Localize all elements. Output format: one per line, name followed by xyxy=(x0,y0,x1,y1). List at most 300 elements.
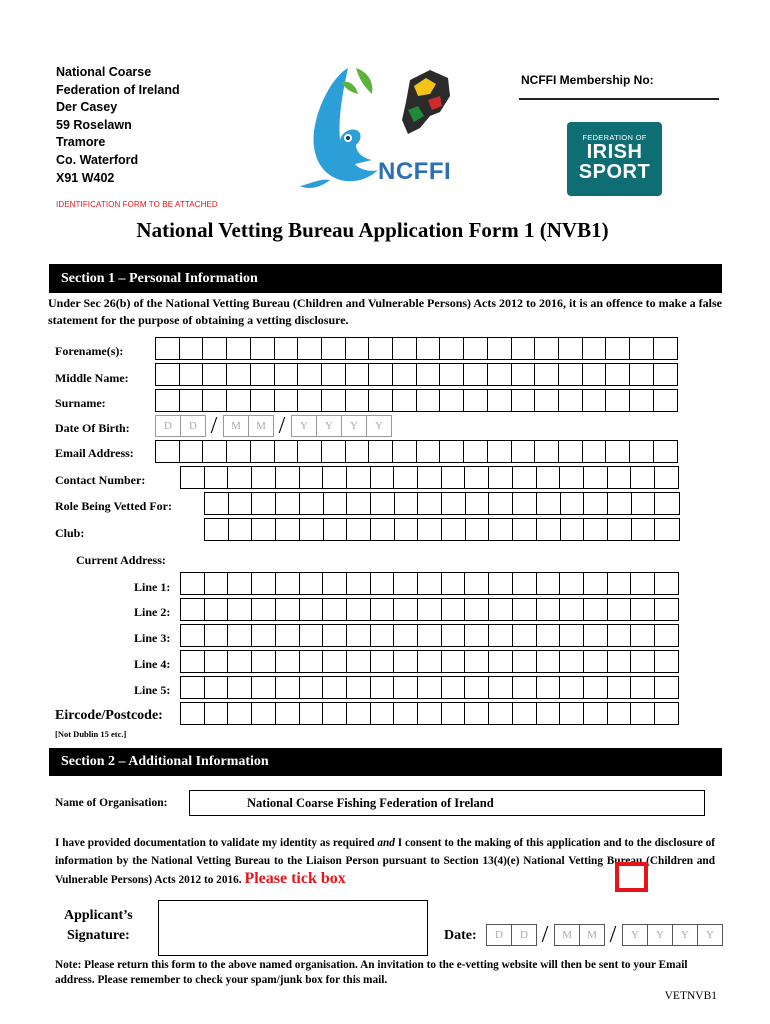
character-box[interactable] xyxy=(322,702,347,725)
character-box[interactable] xyxy=(630,466,655,489)
character-box[interactable] xyxy=(368,389,393,412)
character-box[interactable] xyxy=(607,650,632,673)
character-box[interactable] xyxy=(417,572,442,595)
character-box[interactable] xyxy=(299,492,324,515)
character-box[interactable] xyxy=(536,492,561,515)
character-box[interactable] xyxy=(204,518,229,541)
character-box[interactable] xyxy=(559,624,584,647)
character-box[interactable] xyxy=(630,702,655,725)
character-box[interactable] xyxy=(583,518,608,541)
character-box[interactable] xyxy=(155,363,180,386)
character-box[interactable] xyxy=(204,650,229,673)
signature-date-boxes[interactable] xyxy=(486,924,722,946)
character-box[interactable] xyxy=(629,440,654,463)
character-box[interactable] xyxy=(583,466,608,489)
character-box[interactable] xyxy=(227,624,252,647)
character-box[interactable] xyxy=(202,337,227,360)
character-box[interactable] xyxy=(463,389,488,412)
character-box[interactable] xyxy=(630,676,655,699)
character-box[interactable] xyxy=(416,337,441,360)
character-box[interactable] xyxy=(534,337,559,360)
character-box[interactable] xyxy=(417,650,442,673)
character-box[interactable] xyxy=(630,598,655,621)
address-line-5-boxes[interactable] xyxy=(180,676,678,699)
character-box[interactable] xyxy=(653,440,678,463)
character-box[interactable] xyxy=(345,440,370,463)
club-boxes[interactable] xyxy=(204,518,678,541)
character-box[interactable] xyxy=(299,598,324,621)
character-box[interactable] xyxy=(370,624,395,647)
character-box[interactable] xyxy=(463,440,488,463)
character-box[interactable] xyxy=(512,598,537,621)
character-box[interactable] xyxy=(299,676,324,699)
dob-day-box[interactable]: D xyxy=(180,415,206,437)
character-box[interactable] xyxy=(463,363,488,386)
forename-boxes[interactable] xyxy=(155,337,676,360)
character-box[interactable] xyxy=(180,702,205,725)
character-box[interactable] xyxy=(275,518,300,541)
character-box[interactable] xyxy=(323,518,348,541)
character-box[interactable] xyxy=(370,650,395,673)
character-box[interactable] xyxy=(441,466,466,489)
character-box[interactable] xyxy=(559,466,584,489)
character-box[interactable] xyxy=(512,518,537,541)
date-year-box[interactable]: Y xyxy=(647,924,673,946)
character-box[interactable] xyxy=(297,363,322,386)
date-month-box[interactable]: M xyxy=(579,924,605,946)
character-box[interactable] xyxy=(346,466,371,489)
character-box[interactable] xyxy=(275,598,300,621)
character-box[interactable] xyxy=(630,624,655,647)
character-box[interactable] xyxy=(583,650,608,673)
character-box[interactable] xyxy=(204,572,229,595)
character-box[interactable] xyxy=(204,624,229,647)
character-box[interactable] xyxy=(274,389,299,412)
character-box[interactable] xyxy=(299,650,324,673)
character-box[interactable] xyxy=(346,702,371,725)
character-box[interactable] xyxy=(512,676,537,699)
character-box[interactable] xyxy=(511,363,536,386)
character-box[interactable] xyxy=(654,598,679,621)
character-box[interactable] xyxy=(439,363,464,386)
character-box[interactable] xyxy=(463,337,488,360)
dob-year-box[interactable]: Y xyxy=(291,415,317,437)
date-day-box[interactable]: D xyxy=(486,924,512,946)
character-box[interactable] xyxy=(275,702,300,725)
character-box[interactable] xyxy=(536,702,561,725)
character-box[interactable] xyxy=(605,389,630,412)
character-box[interactable] xyxy=(180,624,205,647)
character-box[interactable] xyxy=(275,676,300,699)
character-box[interactable] xyxy=(487,363,512,386)
character-box[interactable] xyxy=(392,337,417,360)
character-box[interactable] xyxy=(441,702,466,725)
character-box[interactable] xyxy=(322,572,347,595)
character-box[interactable] xyxy=(393,572,418,595)
character-box[interactable] xyxy=(534,363,559,386)
character-box[interactable] xyxy=(274,363,299,386)
character-box[interactable] xyxy=(204,702,229,725)
character-box[interactable] xyxy=(630,572,655,595)
character-box[interactable] xyxy=(536,624,561,647)
character-box[interactable] xyxy=(370,702,395,725)
character-box[interactable] xyxy=(202,440,227,463)
character-box[interactable] xyxy=(488,492,513,515)
character-box[interactable] xyxy=(488,624,513,647)
character-box[interactable] xyxy=(512,624,537,647)
character-box[interactable] xyxy=(512,492,537,515)
character-box[interactable] xyxy=(180,572,205,595)
character-box[interactable] xyxy=(464,676,489,699)
character-box[interactable] xyxy=(393,676,418,699)
character-box[interactable] xyxy=(605,363,630,386)
character-box[interactable] xyxy=(417,492,442,515)
character-box[interactable] xyxy=(299,702,324,725)
character-box[interactable] xyxy=(322,650,347,673)
character-box[interactable] xyxy=(155,389,180,412)
character-box[interactable] xyxy=(654,702,679,725)
character-box[interactable] xyxy=(441,572,466,595)
character-box[interactable] xyxy=(536,466,561,489)
character-box[interactable] xyxy=(321,389,346,412)
character-box[interactable] xyxy=(417,676,442,699)
character-box[interactable] xyxy=(631,518,656,541)
character-box[interactable] xyxy=(487,440,512,463)
character-box[interactable] xyxy=(654,572,679,595)
character-box[interactable] xyxy=(275,492,300,515)
character-box[interactable] xyxy=(607,676,632,699)
character-box[interactable] xyxy=(582,363,607,386)
character-box[interactable] xyxy=(370,492,395,515)
character-box[interactable] xyxy=(251,572,276,595)
character-box[interactable] xyxy=(582,337,607,360)
character-box[interactable] xyxy=(392,363,417,386)
dob-year-box[interactable]: Y xyxy=(341,415,367,437)
character-box[interactable] xyxy=(441,492,466,515)
character-box[interactable] xyxy=(654,676,679,699)
character-box[interactable] xyxy=(630,650,655,673)
character-box[interactable] xyxy=(345,389,370,412)
character-box[interactable] xyxy=(180,598,205,621)
character-box[interactable] xyxy=(536,518,561,541)
character-box[interactable] xyxy=(512,572,537,595)
character-box[interactable] xyxy=(417,624,442,647)
character-box[interactable] xyxy=(629,363,654,386)
dob-month-box[interactable]: M xyxy=(248,415,274,437)
character-box[interactable] xyxy=(370,466,395,489)
character-box[interactable] xyxy=(179,337,204,360)
character-box[interactable] xyxy=(227,598,252,621)
character-box[interactable] xyxy=(464,702,489,725)
character-box[interactable] xyxy=(368,337,393,360)
character-box[interactable] xyxy=(416,389,441,412)
character-box[interactable] xyxy=(512,702,537,725)
character-box[interactable] xyxy=(250,337,275,360)
character-box[interactable] xyxy=(607,492,632,515)
membership-number-line[interactable] xyxy=(519,98,719,100)
character-box[interactable] xyxy=(204,598,229,621)
character-box[interactable] xyxy=(227,702,252,725)
character-box[interactable] xyxy=(583,572,608,595)
eircode-boxes[interactable] xyxy=(180,702,678,725)
character-box[interactable] xyxy=(653,363,678,386)
character-box[interactable] xyxy=(439,440,464,463)
character-box[interactable] xyxy=(228,492,253,515)
character-box[interactable] xyxy=(346,624,371,647)
character-box[interactable] xyxy=(558,337,583,360)
character-box[interactable] xyxy=(464,572,489,595)
character-box[interactable] xyxy=(274,440,299,463)
character-box[interactable] xyxy=(488,598,513,621)
dob-year-box[interactable]: Y xyxy=(316,415,342,437)
character-box[interactable] xyxy=(583,702,608,725)
character-box[interactable] xyxy=(654,466,679,489)
character-box[interactable] xyxy=(534,389,559,412)
character-box[interactable] xyxy=(227,676,252,699)
character-box[interactable] xyxy=(394,492,419,515)
character-box[interactable] xyxy=(297,337,322,360)
character-box[interactable] xyxy=(368,363,393,386)
character-box[interactable] xyxy=(251,650,276,673)
organisation-name-field[interactable]: National Coarse Fishing Federation of Ireland xyxy=(189,790,705,816)
character-box[interactable] xyxy=(559,598,584,621)
character-box[interactable] xyxy=(370,518,395,541)
character-box[interactable] xyxy=(321,337,346,360)
character-box[interactable] xyxy=(322,676,347,699)
character-box[interactable] xyxy=(441,518,466,541)
character-box[interactable] xyxy=(346,572,371,595)
character-box[interactable] xyxy=(417,518,442,541)
character-box[interactable] xyxy=(653,389,678,412)
address-line-3-boxes[interactable] xyxy=(180,624,678,647)
character-box[interactable] xyxy=(654,518,679,541)
character-box[interactable] xyxy=(346,650,371,673)
character-box[interactable] xyxy=(560,492,585,515)
character-box[interactable] xyxy=(275,572,300,595)
middle-name-boxes[interactable] xyxy=(155,363,676,386)
character-box[interactable] xyxy=(512,650,537,673)
character-box[interactable] xyxy=(346,518,371,541)
character-box[interactable] xyxy=(297,440,322,463)
character-box[interactable] xyxy=(464,598,489,621)
dob-day-box[interactable]: D xyxy=(155,415,181,437)
character-box[interactable] xyxy=(536,676,561,699)
date-of-birth-boxes[interactable] xyxy=(155,415,391,437)
date-year-box[interactable]: Y xyxy=(697,924,723,946)
dob-month-box[interactable]: M xyxy=(223,415,249,437)
character-box[interactable] xyxy=(583,598,608,621)
character-box[interactable] xyxy=(488,518,513,541)
character-box[interactable] xyxy=(607,572,632,595)
character-box[interactable] xyxy=(297,389,322,412)
date-month-box[interactable]: M xyxy=(554,924,580,946)
character-box[interactable] xyxy=(155,337,180,360)
character-box[interactable] xyxy=(559,650,584,673)
character-box[interactable] xyxy=(274,337,299,360)
character-box[interactable] xyxy=(439,389,464,412)
character-box[interactable] xyxy=(582,440,607,463)
character-box[interactable] xyxy=(345,363,370,386)
character-box[interactable] xyxy=(394,518,419,541)
character-box[interactable] xyxy=(536,650,561,673)
character-box[interactable] xyxy=(250,389,275,412)
character-box[interactable] xyxy=(370,676,395,699)
character-box[interactable] xyxy=(534,440,559,463)
character-box[interactable] xyxy=(559,676,584,699)
character-box[interactable] xyxy=(250,440,275,463)
character-box[interactable] xyxy=(227,572,252,595)
character-box[interactable] xyxy=(583,624,608,647)
character-box[interactable] xyxy=(654,492,679,515)
character-box[interactable] xyxy=(607,518,632,541)
character-box[interactable] xyxy=(439,337,464,360)
character-box[interactable] xyxy=(488,676,513,699)
character-box[interactable] xyxy=(392,389,417,412)
character-box[interactable] xyxy=(346,492,371,515)
character-box[interactable] xyxy=(227,466,252,489)
character-box[interactable] xyxy=(180,676,205,699)
character-box[interactable] xyxy=(511,440,536,463)
character-box[interactable] xyxy=(251,518,276,541)
character-box[interactable] xyxy=(322,624,347,647)
character-box[interactable] xyxy=(227,650,252,673)
address-line-4-boxes[interactable] xyxy=(180,650,678,673)
character-box[interactable] xyxy=(465,518,490,541)
character-box[interactable] xyxy=(299,572,324,595)
character-box[interactable] xyxy=(441,676,466,699)
character-box[interactable] xyxy=(464,650,489,673)
character-box[interactable] xyxy=(368,440,393,463)
character-box[interactable] xyxy=(299,624,324,647)
character-box[interactable] xyxy=(393,624,418,647)
character-box[interactable] xyxy=(536,572,561,595)
character-box[interactable] xyxy=(607,702,632,725)
character-box[interactable] xyxy=(559,702,584,725)
character-box[interactable] xyxy=(629,337,654,360)
character-box[interactable] xyxy=(512,466,537,489)
character-box[interactable] xyxy=(179,363,204,386)
character-box[interactable] xyxy=(487,389,512,412)
character-box[interactable] xyxy=(416,363,441,386)
character-box[interactable] xyxy=(559,572,584,595)
character-box[interactable] xyxy=(204,466,229,489)
date-day-box[interactable]: D xyxy=(511,924,537,946)
character-box[interactable] xyxy=(607,598,632,621)
character-box[interactable] xyxy=(392,440,417,463)
consent-tick-box[interactable] xyxy=(615,862,648,892)
character-box[interactable] xyxy=(417,466,442,489)
character-box[interactable] xyxy=(631,492,656,515)
character-box[interactable] xyxy=(607,466,632,489)
date-year-box[interactable]: Y xyxy=(622,924,648,946)
character-box[interactable] xyxy=(417,702,442,725)
character-box[interactable] xyxy=(251,624,276,647)
character-box[interactable] xyxy=(345,337,370,360)
character-box[interactable] xyxy=(346,676,371,699)
character-box[interactable] xyxy=(370,572,395,595)
character-box[interactable] xyxy=(416,440,441,463)
character-box[interactable] xyxy=(226,440,251,463)
address-line-2-boxes[interactable] xyxy=(180,598,678,621)
character-box[interactable] xyxy=(226,389,251,412)
character-box[interactable] xyxy=(393,650,418,673)
character-box[interactable] xyxy=(654,650,679,673)
character-box[interactable] xyxy=(605,440,630,463)
character-box[interactable] xyxy=(488,572,513,595)
character-box[interactable] xyxy=(607,624,632,647)
character-box[interactable] xyxy=(251,676,276,699)
character-box[interactable] xyxy=(204,492,229,515)
character-box[interactable] xyxy=(180,466,205,489)
character-box[interactable] xyxy=(558,440,583,463)
role-boxes[interactable] xyxy=(204,492,678,515)
character-box[interactable] xyxy=(180,650,205,673)
character-box[interactable] xyxy=(605,337,630,360)
character-box[interactable] xyxy=(653,337,678,360)
character-box[interactable] xyxy=(441,650,466,673)
character-box[interactable] xyxy=(465,492,490,515)
character-box[interactable] xyxy=(393,598,418,621)
character-box[interactable] xyxy=(251,598,276,621)
character-box[interactable] xyxy=(441,624,466,647)
character-box[interactable] xyxy=(204,676,229,699)
date-year-box[interactable]: Y xyxy=(672,924,698,946)
character-box[interactable] xyxy=(228,518,253,541)
character-box[interactable] xyxy=(323,492,348,515)
character-box[interactable] xyxy=(321,440,346,463)
character-box[interactable] xyxy=(441,598,466,621)
character-box[interactable] xyxy=(583,492,608,515)
character-box[interactable] xyxy=(251,702,276,725)
character-box[interactable] xyxy=(179,440,204,463)
character-box[interactable] xyxy=(179,389,204,412)
email-boxes[interactable] xyxy=(155,440,676,463)
character-box[interactable] xyxy=(299,466,324,489)
character-box[interactable] xyxy=(582,389,607,412)
character-box[interactable] xyxy=(275,624,300,647)
character-box[interactable] xyxy=(275,466,300,489)
character-box[interactable] xyxy=(251,466,276,489)
character-box[interactable] xyxy=(417,598,442,621)
character-box[interactable] xyxy=(202,389,227,412)
character-box[interactable] xyxy=(393,702,418,725)
signature-field[interactable] xyxy=(158,900,428,956)
character-box[interactable] xyxy=(488,702,513,725)
character-box[interactable] xyxy=(299,518,324,541)
character-box[interactable] xyxy=(251,492,276,515)
character-box[interactable] xyxy=(488,466,513,489)
character-box[interactable] xyxy=(488,650,513,673)
character-box[interactable] xyxy=(370,598,395,621)
character-box[interactable] xyxy=(487,337,512,360)
character-box[interactable] xyxy=(275,650,300,673)
character-box[interactable] xyxy=(511,389,536,412)
character-box[interactable] xyxy=(654,624,679,647)
character-box[interactable] xyxy=(511,337,536,360)
character-box[interactable] xyxy=(322,466,347,489)
surname-boxes[interactable] xyxy=(155,389,676,412)
character-box[interactable] xyxy=(558,363,583,386)
character-box[interactable] xyxy=(226,337,251,360)
character-box[interactable] xyxy=(346,598,371,621)
address-line-1-boxes[interactable] xyxy=(180,572,678,595)
character-box[interactable] xyxy=(629,389,654,412)
character-box[interactable] xyxy=(464,466,489,489)
contact-number-boxes[interactable] xyxy=(180,466,678,489)
character-box[interactable] xyxy=(536,598,561,621)
character-box[interactable] xyxy=(155,440,180,463)
character-box[interactable] xyxy=(560,518,585,541)
